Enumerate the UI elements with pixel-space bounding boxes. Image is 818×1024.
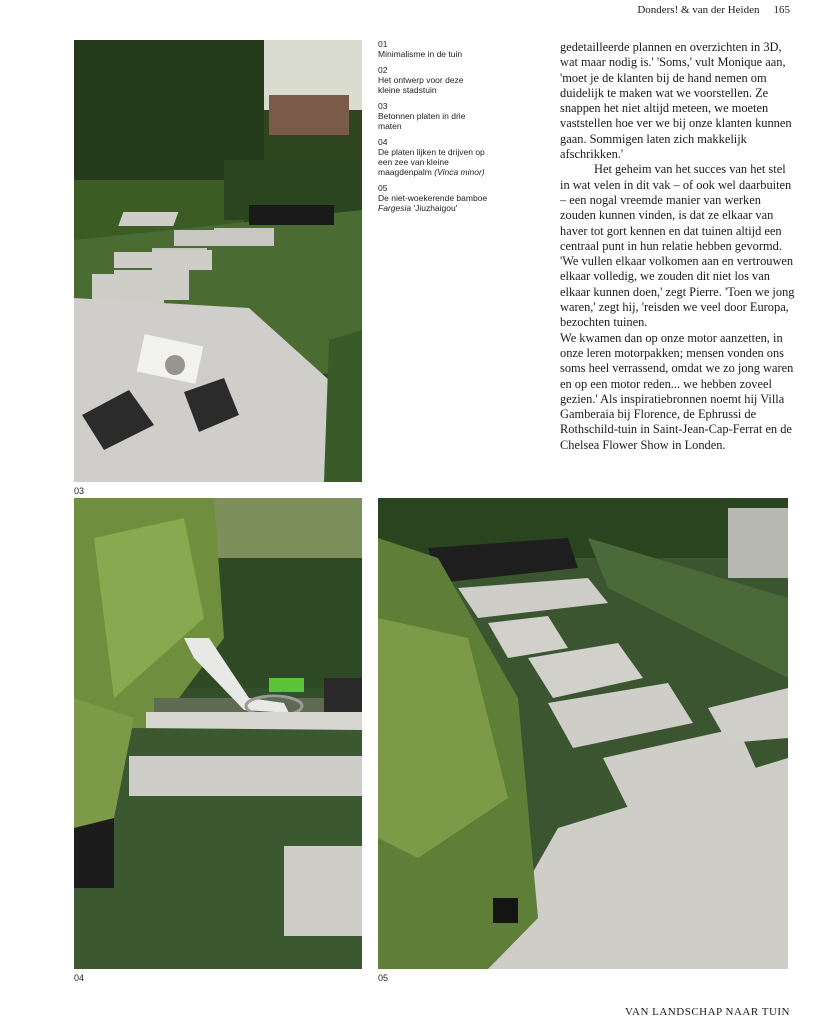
caption-text — [378, 147, 488, 177]
caption-text-italic: Fargesia — [378, 203, 412, 213]
body-paragraph-3: We kwamen dan op onze motor aanzetten, in onze leren motorpakken; mensen vonden ons soms heel verrassend, omdat we zo jong waren en op een motor reden... we hebben zoveel gezien.' Als inspiratiebronnen noemt hij Villa Gamberaia bij Florence, de Ephrussi de Rothschild-tuin in Saint-Jean-Cap-Ferrat en de Chelsea Flower Show in Londen. — [560, 330, 794, 452]
caption-01 — [378, 39, 488, 59]
caption-text — [378, 193, 488, 213]
page-number: 165 — [773, 4, 790, 16]
caption-number: 05 — [378, 183, 388, 193]
section-footer: VAN LANDSCHAP NAAR TUIN — [624, 1006, 790, 1018]
photo-lounger-slabs — [74, 498, 362, 969]
caption-text-italic: (Vinca minor) — [434, 167, 485, 177]
photo-label-03: 03 — [74, 486, 85, 496]
caption-number: 01 — [378, 39, 388, 49]
photo-label-04: 04 — [74, 973, 85, 983]
running-header — [637, 4, 790, 16]
stepping-path-illustration — [378, 498, 788, 969]
caption-text-main: De niet-woekerende bamboe — [378, 193, 488, 203]
garden-terrace-illustration — [74, 40, 362, 482]
article-body — [560, 40, 796, 453]
caption-02 — [378, 65, 488, 95]
caption-list — [378, 39, 488, 219]
body-paragraph-2: Het geheim van het succes van het stel in wat velen in dit vak – of ook wel daarbuiten – een nogal vreemde manier van werken zouden kunnen vinden, is dat ze elkaar van haver tot gort kennen en dat tuinen altijd een centraal punt in hun relatie hebben gevormd. 'We vullen elkaar volkomen aan en vertrouwen elkaar volledig, we zouden dit niet los van elkaar kunnen doen,' zegt Pierre. 'Toen we jong waren,' zegt hij, 'reisden we veel door Europa, bezochten tuinen. — [560, 162, 795, 330]
caption-number: 04 — [378, 137, 388, 147]
caption-03 — [378, 101, 488, 131]
running-title: Donders! & van der Heiden — [637, 4, 760, 16]
caption-04 — [378, 137, 488, 177]
caption-text-main: De platen lijken te drijven op een zee van kleine maagdenpalm — [378, 147, 485, 177]
caption-number: 02 — [378, 65, 388, 75]
caption-text: Het ontwerp voor deze kleine stadstuin — [378, 75, 464, 95]
caption-text: Betonnen platen in drie maten — [378, 111, 466, 131]
photo-stepping-path — [378, 498, 788, 969]
body-paragraph-1: gedetailleerde plannen en overzichten in 3D, wat maar nodig is.' 'Soms,' vult Monique aan, 'moet je de klanten bij de hand nemen om duidelijk te maken wat we voorstellen. Ze snappen het niet altijd meteen, we moeten vaststellen hoe ver we bij onze klanten kunnen gaan. Sommigen laten zich makkelijk afschrikken.' — [560, 40, 792, 162]
caption-05 — [378, 183, 488, 213]
photo-label-05: 05 — [378, 973, 389, 983]
lounger-slabs-illustration — [74, 498, 362, 969]
caption-text: Minimalisme in de tuin — [378, 49, 463, 59]
photo-garden-terrace — [74, 40, 362, 482]
caption-text-cultivar: 'Jiuzhaigou' — [413, 203, 458, 213]
caption-number: 03 — [378, 101, 388, 111]
